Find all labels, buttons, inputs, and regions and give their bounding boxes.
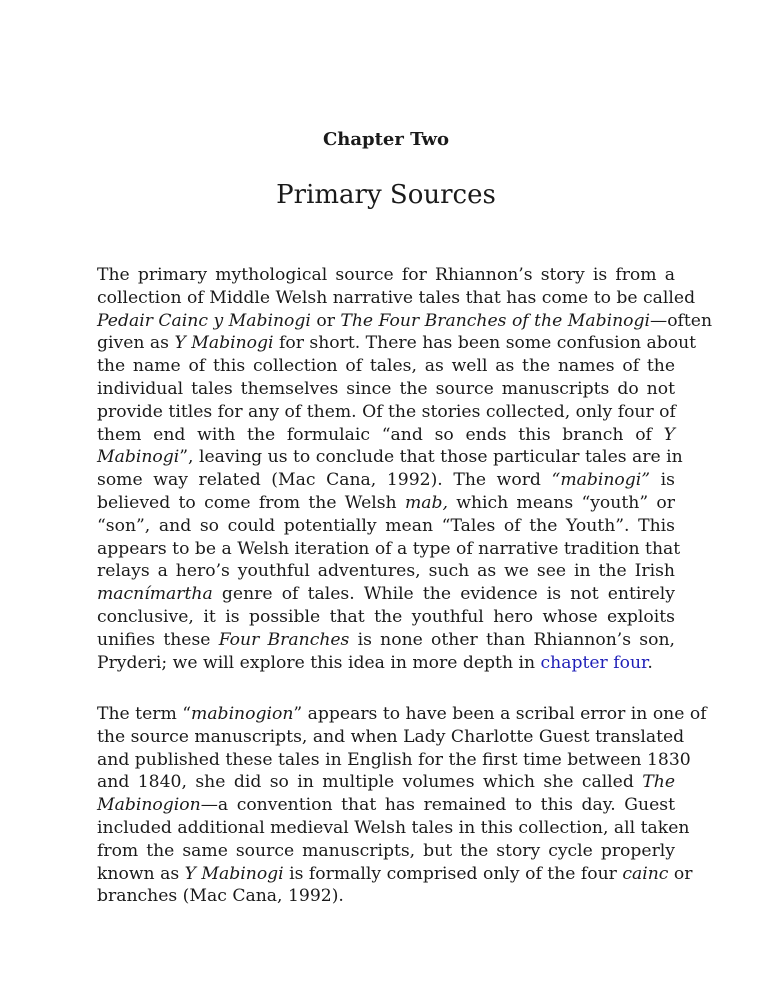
text-line	[97, 538, 681, 561]
text-run: individual tales themselves since the source manuscripts do not	[97, 378, 675, 399]
text-run: for short. There has been some confusion about	[273, 333, 697, 354]
italic-text: macnímartha	[97, 584, 213, 605]
text-line	[97, 703, 707, 726]
text-run: —often	[650, 310, 713, 331]
italic-text: Y Mabinogi	[184, 863, 284, 884]
text-run: known as	[97, 863, 185, 884]
text-run: provide titles for any of them. Of the stories collected, only four of	[97, 401, 676, 422]
text-line	[97, 885, 675, 908]
text-run: them end with the formulaic “and so ends this branch of	[97, 424, 664, 445]
text-line	[97, 492, 675, 515]
body-paragraph	[97, 264, 713, 674]
text-line	[97, 817, 690, 840]
italic-text: The	[642, 772, 675, 793]
text-run: genre of tales. While the evidence is not entirely	[212, 584, 675, 605]
text-run: ” appears to have been a scribal error in one of	[293, 704, 707, 724]
text-run: conclusive, it is possible that the youthful hero whose exploits	[97, 606, 675, 627]
text-line	[97, 310, 713, 333]
text-run: which means “youth” or	[447, 492, 675, 513]
text-run: from the same source manuscripts, but the story cycle properly	[97, 840, 675, 861]
text-run: is none other than Rhiannon’s son,	[349, 629, 675, 650]
text-run: relays a hero’s youthful adventures, such as we see in the Irish	[97, 561, 675, 582]
text-run: or	[668, 863, 693, 884]
text-line	[97, 863, 693, 886]
text-run: and 1840, she did so in multiple volumes which she called	[97, 772, 643, 793]
text-line	[97, 378, 675, 401]
text-run: appears to be a Welsh iteration of a type of narrative tradition that	[97, 538, 681, 559]
text-run: some way related (Mac Cana, 1992). The word	[97, 470, 552, 491]
text-run: believed to come from the Welsh	[97, 492, 405, 513]
text-run: .	[647, 652, 653, 673]
text-line	[97, 726, 685, 749]
text-run: The primary mythological source for Rhiannon’s story is from a	[97, 265, 675, 285]
text-run: The term “	[97, 704, 192, 724]
chapter-title: Primary Sources	[276, 180, 496, 210]
text-line	[97, 771, 675, 794]
text-run: branches (Mac Cana, 1992).	[97, 886, 344, 907]
text-line	[97, 794, 675, 817]
text-line	[97, 629, 675, 652]
text-line	[97, 560, 675, 583]
chapter-label: Chapter Two	[322, 129, 450, 150]
italic-text: Mabinogi	[97, 447, 180, 468]
text-line	[97, 332, 697, 355]
text-line	[97, 583, 675, 606]
text-line	[97, 264, 675, 287]
text-run: “son”, and so could potentially mean “Tales of the Youth”. This	[97, 515, 675, 536]
text-line	[97, 652, 675, 675]
text-run: collection of Middle Welsh narrative tales that has come to be called	[97, 287, 696, 308]
italic-text: Mabinogion	[97, 795, 201, 816]
text-line	[97, 515, 675, 538]
italic-text: Y Mabinogi	[174, 333, 274, 354]
text-run: the source manuscripts, and when Lady Charlotte Guest translated	[97, 726, 685, 747]
text-run: ”, leaving us to conclude that those particular tales are in	[179, 447, 683, 468]
text-run: —a convention that has remained to this day. Guest	[200, 795, 675, 816]
text-line	[97, 469, 675, 492]
text-run: or	[310, 310, 341, 331]
body-paragraph	[97, 703, 707, 908]
text-line	[97, 424, 675, 447]
text-line	[97, 446, 683, 469]
text-run: is formally comprised only of the four	[283, 863, 623, 884]
italic-text: cainc	[622, 863, 669, 884]
italic-text: Y	[663, 424, 675, 445]
italic-text: Pedair Cainc y Mabinogi	[97, 310, 311, 331]
italic-text: The Four Branches of the Mabinogi	[340, 310, 650, 331]
text-line	[97, 355, 675, 378]
italic-text: mabinogion	[191, 704, 294, 724]
text-run: unifies these	[97, 629, 219, 650]
text-run: included additional medieval Welsh tales in this collection, all taken	[97, 817, 690, 838]
text-run: and published these tales in English for the first time between 1830	[97, 749, 691, 770]
text-line	[97, 401, 675, 424]
italic-text: Four Branches	[218, 629, 350, 650]
text-line	[97, 606, 675, 629]
text-line	[97, 840, 675, 863]
italic-text: “mabinogi”	[551, 470, 651, 491]
text-run: the name of this collection of tales, as well as the names of the	[97, 356, 675, 377]
text-run: is	[650, 470, 675, 491]
italic-text: mab,	[404, 492, 448, 513]
chapter-link[interactable]: chapter four	[540, 652, 648, 673]
text-line	[97, 749, 691, 772]
text-run: Pryderi; we will explore this idea in more depth in	[97, 652, 541, 673]
text-line	[97, 287, 696, 310]
text-run: given as	[97, 333, 175, 354]
